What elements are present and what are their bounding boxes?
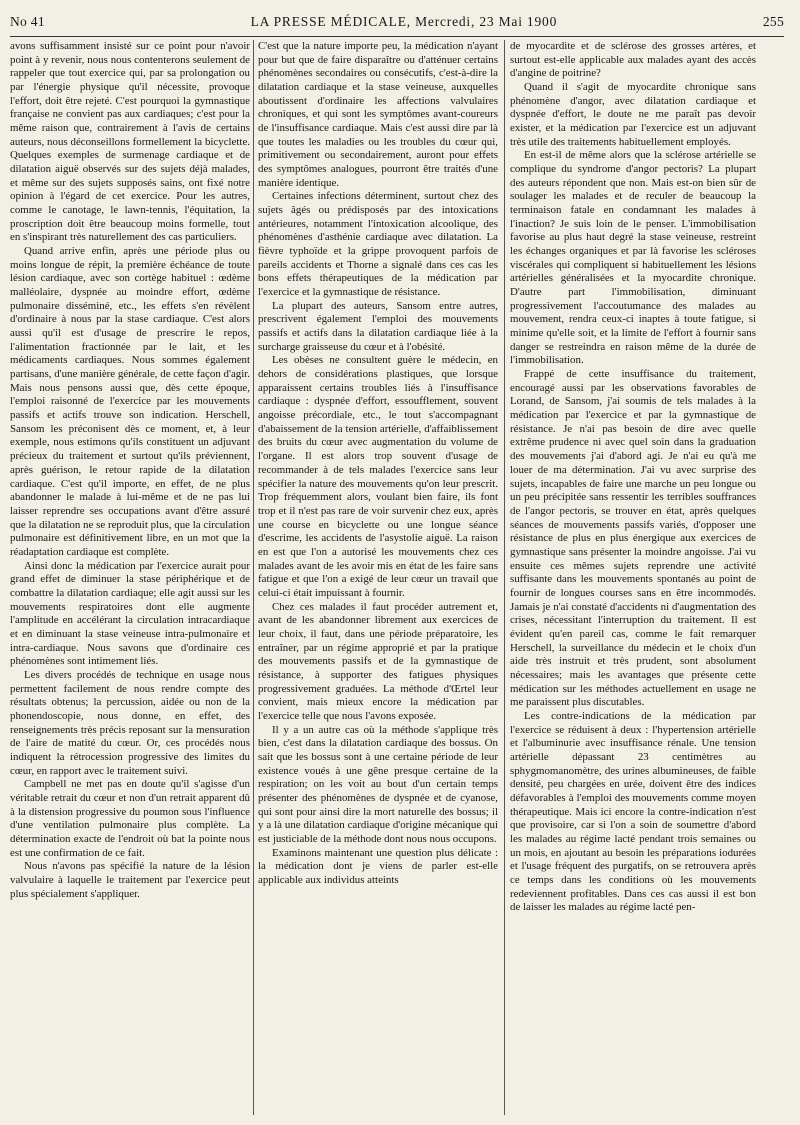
paragraph: La plupart des auteurs, Sansom entre autres, prescrivent également l'emploi des mouvements passifs et actifs dans la dilatation cardiaque liée à la surcharge graisseuse du cœur et à l'obésité. bbox=[258, 299, 498, 353]
issue-number: No 41 bbox=[10, 14, 45, 29]
paragraph: En est-il de même alors que la sclérose artérielle se complique du syndrome d'angor pectoris? La plupart des auteurs répondent que non. Mais est-on bien sûr de soulager les malades et de reculer de beaucoup la terminaison fatale en condamnant les malades à l'inaction? Je suis loin de le penser. L'immobilisation favorise au plus haut degré la stase veineuse, restreint les échanges organiques et par là favorise les scléroses viscérales qui compliquent si habituellement les lésions artérielles généralisées et la myocardite chronique. D'autre part l'immobilisation, diminuant progressivement l'accoutumance des malades au mouvement, rendra ceux-ci inaptes à toute fatigue, si minime qu'elle soit, et la limite de l'effort à fournir sans danger se restreindra en raison même de la durée de l'immobilisation. bbox=[510, 149, 756, 367]
paragraph: Campbell ne met pas en doute qu'il s'agisse d'un véritable retrait du cœur et non d'un retrait apparent dû à la distension progressive du poumon sous l'influence d'une ventilation pulmonaire plus complète. La détermination exacte de l'endroit où bat la pointe nous est une confirmation de ce fait. bbox=[10, 778, 250, 859]
paragraph: Nous n'avons pas spécifié la nature de la lésion valvulaire à laquelle le traitement par l'exercice peut plus spécialement s'appliquer. bbox=[10, 860, 250, 900]
text-column-3 bbox=[510, 40, 756, 1120]
masthead-title: LA PRESSE MÉDICALE, Mercredi, 23 Mai 1900 bbox=[250, 14, 558, 29]
paragraph: Les obèses ne consultent guère le médecin, en dehors de considérations plastiques, que lorsque apparaissent certains troubles liés à l'insuffisance cardiaque : dyspnée d'effort, essoufflement, souvent angoisse précordiale, etc., le tout s'accompagnant d'abaissement de la tension artérielle, d'affaiblissement des bruits du cœur avec augmentation du volume de l'organe. Il est alors trop souvent d'usage de recommander à de tels malades l'exercice sans leur spécifier la nature des mouvements qu'on leur prescrit. Trop fréquemment alors, voulant bien faire, ils font trop et il n'est pas rare de voir survenir chez eux, après une course en bicyclette ou une longue séance d'escrime, les accidents de l'asystolie aiguë. La raison en est que l'on a autorisé les mouvements chez ces malades avant de les avoir mis en état de les faire sans fatigue et que l'on a exigé de leur cœur un travail que celui-ci était impuissant à fournir. bbox=[258, 354, 498, 599]
paragraph: Quand arrive enfin, après une période plus ou moins longue de répit, la première échéance de toute lésion cardiaque, avec son cortège habituel : œdème malléolaire, dyspnée au moindre effort, œdème pulmonaire disséminé, etc., les effets s'en révèlent d'ordinaire à nous par la stase cardiaque. C'est alors aussi qu'il est d'usage de prescrire le repos, l'alimentation fractionnée par le lait, et les médicaments cardiaques. Nous sommes également partisans, d'une manière générale, de cette façon d'agir. Mais nous pensons aussi que, dès cette époque, l'emploi raisonné de l'exercice par les mouvements passifs et actifs trouve son indication. Herschell, Sansom les préconisent dès ce moment, et, à leur exemple, nous estimons qu'ils constituent un adjuvant précieux du traitement et surtout qu'ils préviennent, après guérison, le retour rapide de la dilatation cardiaque. C'est qu'il importe, en effet, de ne plus abandonner le malade à lui-même et de ne pas lui laisser reprendre ses occupations avant d'être assuré que la dilatation ne se reproduit plus, que la circulation pulmonaire est définitivement libre, en un mot que la réadaptation cardiaque est complète. bbox=[10, 245, 250, 558]
paragraph: avons suffisamment insisté sur ce point pour n'avoir point à y revenir, nous nous contenterons seulement de rappeler que tout exercice qui, par sa prolongation ou par l'énergie physique qu'il nécessite, provoque l'effort, doit être rejeté. C'est pourquoi la gymnastique française ne convient pas aux cardiaques; c'est pour la même raison que, contrairement à l'avis de certains auteurs, nous déconseillons formellement la bicyclette. Quelques exemples de surmenage cardiaque et de dilatation aiguë observés sur des sujets déjà malades, et même sur des sujets supposés sains, ont fixé notre opinion à l'égard de cet exercice. Pour les autres, comme le canotage, le lawn-tennis, l'équitation, la proscription doit être beaucoup moins formelle, tout en s'inspirant très naturellement des cas particuliers. bbox=[10, 40, 250, 244]
column-divider bbox=[504, 40, 505, 1115]
paragraph: Chez ces malades il faut procéder autrement et, avant de les abandonner librement aux exercices de leur choix, il faut, dans une période préparatoire, les entraîner, par un régime approprié et par la pratique des mouvements passifs et de la gymnastique de résistance, à supporter des fatigues physiques progressivement graduées. La méthode d'Œrtel leur convient, mais mieux encore la médication par l'exercice telle que nous l'avons exposée. bbox=[258, 600, 498, 722]
paragraph: Il y a un autre cas où la méthode s'applique très bien, c'est dans la dilatation cardiaque des bossus. On sait que les bossus sont à une certaine période de leur existence voués à une gêne presque certaine de la respiration; on les voit au bout d'un certain temps présenter des phénomènes de dyspnée et de cyanose, qui sont pour ainsi dire la mort naturelle des bossus; il y a là une dilatation cardiaque d'origine mécanique qui est justiciable de la méthode dont nous nous occupons. bbox=[258, 723, 498, 845]
paragraph: Examinons maintenant une question plus délicate : la médication dont je viens de parler est-elle applicable aux individus atteints bbox=[258, 846, 498, 886]
header-rule bbox=[10, 36, 784, 37]
paragraph: Frappé de cette insuffisance du traitement, encouragé aussi par les observations favorables de Lorand, de Sansom, j'ai soumis de tels malades à la médication par l'exercice et par la gymnastique de résistance. Je n'ai pas besoin de dire avec quelle extrême prudence ni avec quel soin dans la graduation des mouvements j'ai d'abord agi. Je n'ai eu qu'à me louer de ma détermination. J'ai vu avec surprise des sujets, incapables de faire une marche un peu longue ou un peu précipitée sans ressentir les terribles souffrances de l'angor pectoris, se trouver en état, après quelques séances de mouvements passifs variés, d'opposer une résistance de plus en plus énergique aux exercices de gymnastique sans présenter la moindre angoisse. J'ai vu ensuite ces mêmes sujets reprendre une activité suffisante dans les mouvements spontanés au point de fournir de longues courses sans en être incommodés. Jamais je n'ai constaté d'accidents ni d'augmentation des crises, nécessitant l'interruption du traitement. Il est évident qu'en pareil cas, comme le fait remarquer Herschell, la surveillance du médecin et le choix d'un aide très instruit et très prudent, sont absolument nécessaires; mais les avantages que présente cette médication sur les méthodes actuellement en usage ne me paraissent plus discutables. bbox=[510, 368, 756, 709]
text-column-1 bbox=[10, 40, 250, 1120]
paragraph: Quand il s'agit de myocardite chronique sans phénomène d'angor, avec dilatation cardiaque et dyspnée d'effort, le doute ne me paraît pas devoir exister, et la médication par l'exercice est un adjuvant très utile des traitements habituellement employés. bbox=[510, 81, 756, 148]
text-column-2 bbox=[258, 40, 498, 1120]
paragraph: Certaines infections déterminent, surtout chez des sujets âgés ou prédisposés par des intoxications antérieures, notamment l'intoxication alcoolique, des phénomènes d'asthénie cardiaque avec dilatation. La fièvre typhoïde et la grippe provoquent parfois de pareils accidents et Thorne a signalé dans ces cas les bons effets thérapeutiques de la médication par l'exercice et la gymnastique de résistance. bbox=[258, 190, 498, 299]
paragraph: Les contre-indications de la médication par l'exercice se réduisent à deux : l'hypertension artérielle et l'albuminurie avec insuffisance rénale. Une tension artérielle dépassant 23 centimètres au sphygmomanomètre, des urines albumineuses, de faible densité, peu chargées en urée, doivent être des indices défavorables à l'emploi des mouvements comme moyen thérapeutique. Mais ici encore la contre-indication n'est que provisoire, car si l'on a soin de soumettre d'abord les malades au régime lacté pendant trois semaines ou un mois, en ajoutant au besoin les préparations iodurées et l'usage fréquent des purgatifs, on se retrouvera après ce temps dans les conditions où les mouvements redeviennent profitables. Dans ces cas aussi il est bon de laisser les malades au régime lacté pen- bbox=[510, 709, 756, 914]
page-number: 255 bbox=[762, 14, 784, 29]
paragraph: Les divers procédés de technique en usage nous permettent facilement de nous rendre compte des résultats obtenus; la percussion, aidée ou non de la phonendoscopie, nous donne, en effet, des renseignements très précis reposant sur la mensuration de l'aire de matité du cœur. Or, ces procédés nous indiquent la rétrocession progressive des limites du cœur, en rapport avec le traitement suivi. bbox=[10, 668, 250, 777]
paragraph: Ainsi donc la médication par l'exercice aurait pour grand effet de diminuer la stase périphérique et de combattre la dilatation cardiaque; elle agit aussi sur les mouvements respiratoires dont elle augmente l'amplitude en accélérant la circulation intracardiaque et en diminuant la stase veineuse intra-pulmonaire et intra-cardiaque. Nous savons que d'ordinaire ces phénomènes sont intimement liés. bbox=[10, 559, 250, 668]
column-divider bbox=[253, 40, 254, 1115]
page-header bbox=[10, 14, 784, 36]
paragraph: de myocardite et de sclérose des grosses artères, et surtout est-elle applicable aux malades ayant des accès d'angine de poitrine? bbox=[510, 40, 756, 80]
paragraph: C'est que la nature importe peu, la médication n'ayant pour but que de faire disparaître ou d'atténuer certains phénomènes secondaires ou consécutifs, c'est-à-dire la dilatation cardiaque et la stase veineuse, auxquelles aboutissent d'ordinaire les affections valvulaires chroniques, et qui sont les symptômes avant-coureurs de l'insuffisance cardiaque. Mais c'est aussi dire par là que toutes les maladies ou les troubles du cœur qui, primitivement ou secondairement, auront pour effets des symptômes analogues, pourront être traités d'une manière identique. bbox=[258, 40, 498, 189]
